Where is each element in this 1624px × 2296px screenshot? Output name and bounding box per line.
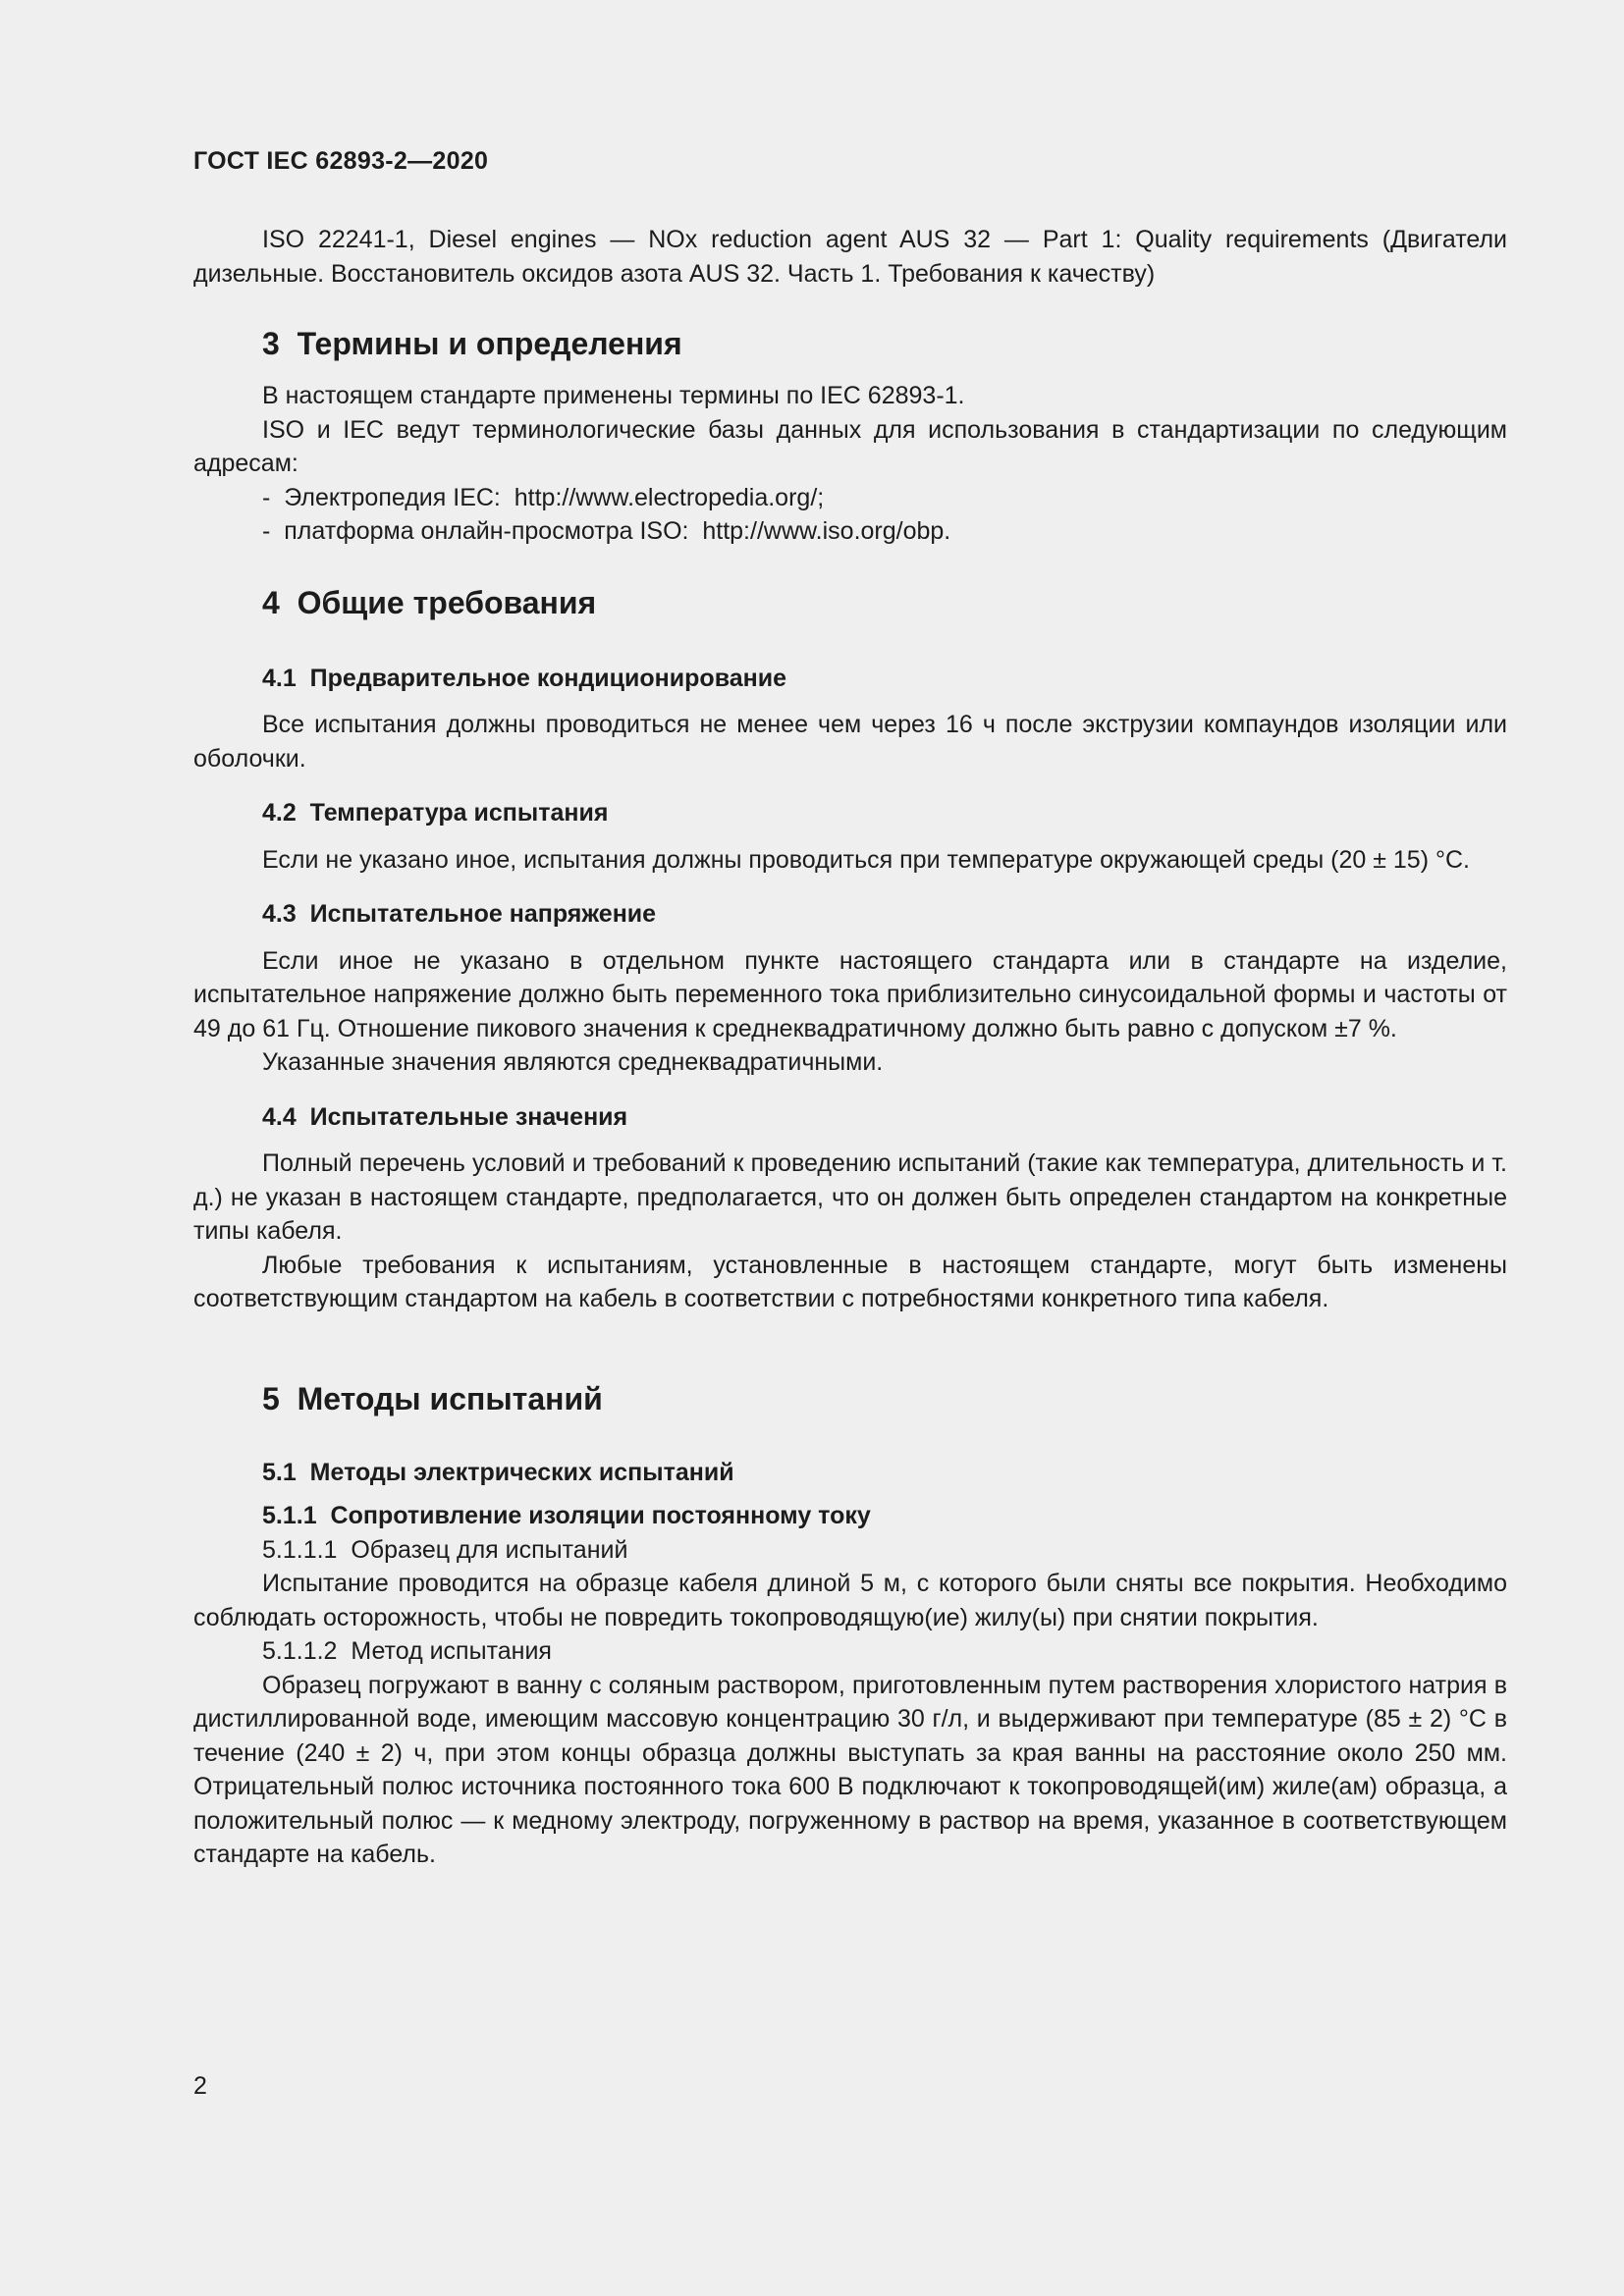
section-number: 5	[262, 1380, 280, 1416]
paragraph: Если иное не указано в отдельном пункте настоящего стандарта или в стандарте на изделие, испытательное напряжение должно быть переменного тока приблизительно синусоидальной формы и частоты от 49 до 61 Гц. Отношение пикового значения к среднеквадратичному должно быть равно с допуском ±7 %.	[193, 946, 1507, 1042]
list-item: - Электропедия IEC: http://www.electropedia.org/;	[262, 483, 825, 511]
paragraph: Испытание проводится на образце кабеля длиной 5 м, с которого были сняты все покрытия. Необходимо соблюдать осторожность, чтобы не повредить токопроводящую(ие) жилу(ы) при снятии покрытия.	[193, 1570, 1507, 1631]
paragraph: Образец погружают в ванну с соляным раствором, приготовленным путем растворения хлористого натрия в дистиллированной воде, имеющим массовую концентрацию 30 г/л, и выдерживают при температуре (85 ± 2) °С в течение (240 ± 2) ч, при этом концы образца должны выступать за края ванны на расстояние около 250 мм. Отрицательный полюс источника постоянного тока 600 В подключают к токопроводящей(им) жиле(ам) образца, а положительный полюс — к медному электроду, погруженному в раствор на время, указанное в соответствующем стандарте на кабель.	[193, 1671, 1507, 1868]
paragraph: Все испытания должны проводиться не менее чем через 16 ч после экструзии компаундов изоляции или оболочки.	[193, 711, 1507, 773]
paragraph: ISO и IEC ведут терминологические базы данных для использования в стандартизации по следующим адресам:	[193, 415, 1507, 477]
subsection-4-1-heading: 4.1 Предварительное кондиционирование	[262, 664, 787, 692]
section-number: 4	[262, 584, 280, 620]
section-5-heading	[193, 1379, 1507, 1418]
section-3-heading	[193, 324, 1507, 363]
section-title: Общие требования	[297, 584, 597, 620]
clause-5-1-1-2-heading: 5.1.1.2 Метод испытания	[262, 1637, 552, 1665]
running-header: ГОСТ IEC 62893-2—2020	[193, 147, 489, 175]
paragraph: Если не указано иное, испытания должны проводиться при температуре окружающей среды (20 ± 15) °С.	[262, 845, 1470, 874]
page-number: 2	[193, 2072, 207, 2100]
section-title: Методы испытаний	[297, 1380, 603, 1416]
section-4-heading	[193, 583, 1507, 622]
subsection-5-1-1-heading: 5.1.1 Сопротивление изоляции постоянному току	[262, 1502, 871, 1529]
subsection-5-1-heading: 5.1 Методы электрических испытаний	[262, 1458, 734, 1486]
subsection-4-4-heading: 4.4 Испытательные значения	[262, 1102, 628, 1131]
paragraph: Полный перечень условий и требований к проведению испытаний (такие как температура, длительность и т. д.) не указан в настоящем стандарте, предполагается, что он должен быть определен стандартом на конкретные типы кабеля.	[193, 1149, 1507, 1245]
section-title: Термины и определения	[297, 326, 682, 361]
clause-5-1-1-1-heading: 5.1.1.1 Образец для испытаний	[262, 1535, 628, 1564]
paragraph: В настоящем стандарте применены термины по IEC 62893-1.	[262, 382, 965, 409]
paragraph: Указанные значения являются среднеквадратичными.	[262, 1048, 884, 1076]
list-item: - платформа онлайн-просмотра ISO: http://www.iso.org/obp.	[262, 517, 951, 545]
paragraph: Любые требования к испытаниям, установленные в настоящем стандарте, могут быть изменены соответствующим стандартом на кабель в соответствии с потребностями конкретного типа кабеля.	[193, 1251, 1507, 1312]
subsection-4-2-heading: 4.2 Температура испытания	[262, 799, 609, 827]
page-content	[193, 223, 1507, 1872]
section-number: 3	[262, 326, 280, 361]
subsection-4-3-heading: 4.3 Испытательное напряжение	[262, 900, 657, 928]
reference-paragraph: ISO 22241-1, Diesel engines — NOx reduction agent AUS 32 — Part 1: Quality requirements (Двигатели дизельные. Восстановитель оксидов азота AUS 32. Часть 1. Требования к качеству)	[193, 226, 1507, 288]
